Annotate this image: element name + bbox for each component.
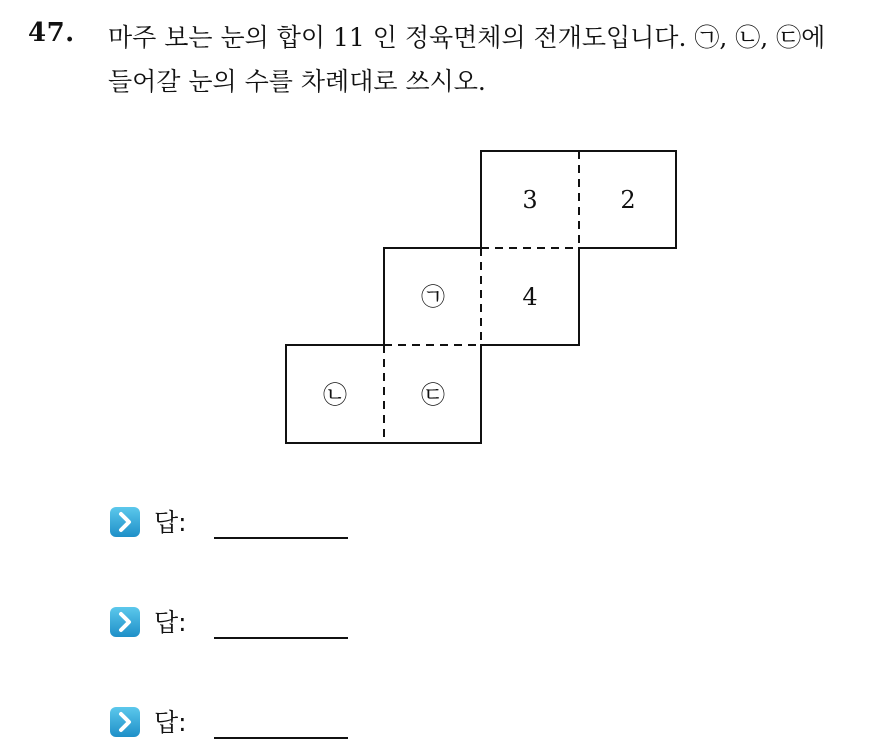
net-cell-top-left: 3 (522, 186, 538, 214)
net-cell-middle-left: ㉠ (421, 283, 445, 311)
net-cell-bottom-left: ㉡ (323, 381, 347, 409)
answer-row-1 (110, 503, 370, 543)
net-outline (286, 151, 676, 443)
chevron-right-icon (110, 507, 140, 537)
answer-blank-2[interactable] (214, 637, 348, 639)
net-cell-top-right: 2 (620, 186, 636, 214)
question-text-line-1: 마주 보는 눈의 합이 11 인 정육면체의 전개도입니다. ㉠, ㉡, ㉢에 (108, 23, 826, 52)
answer-row-2 (110, 603, 370, 643)
answer-label: 답: (154, 608, 187, 637)
question-number: 47. (28, 18, 75, 48)
chevron-right-icon (110, 707, 140, 737)
answer-row-3 (110, 703, 370, 743)
answer-label: 답: (154, 508, 187, 537)
answer-label: 답: (154, 708, 187, 737)
net-cell-middle-right: 4 (522, 283, 538, 311)
net-cell-bottom-right: ㉢ (421, 381, 445, 409)
question-text-line-2: 들어갈 눈의 수를 차례대로 쓰시오. (108, 67, 486, 96)
answer-blank-3[interactable] (214, 737, 348, 739)
answer-blank-1[interactable] (214, 537, 348, 539)
chevron-right-icon (110, 607, 140, 637)
